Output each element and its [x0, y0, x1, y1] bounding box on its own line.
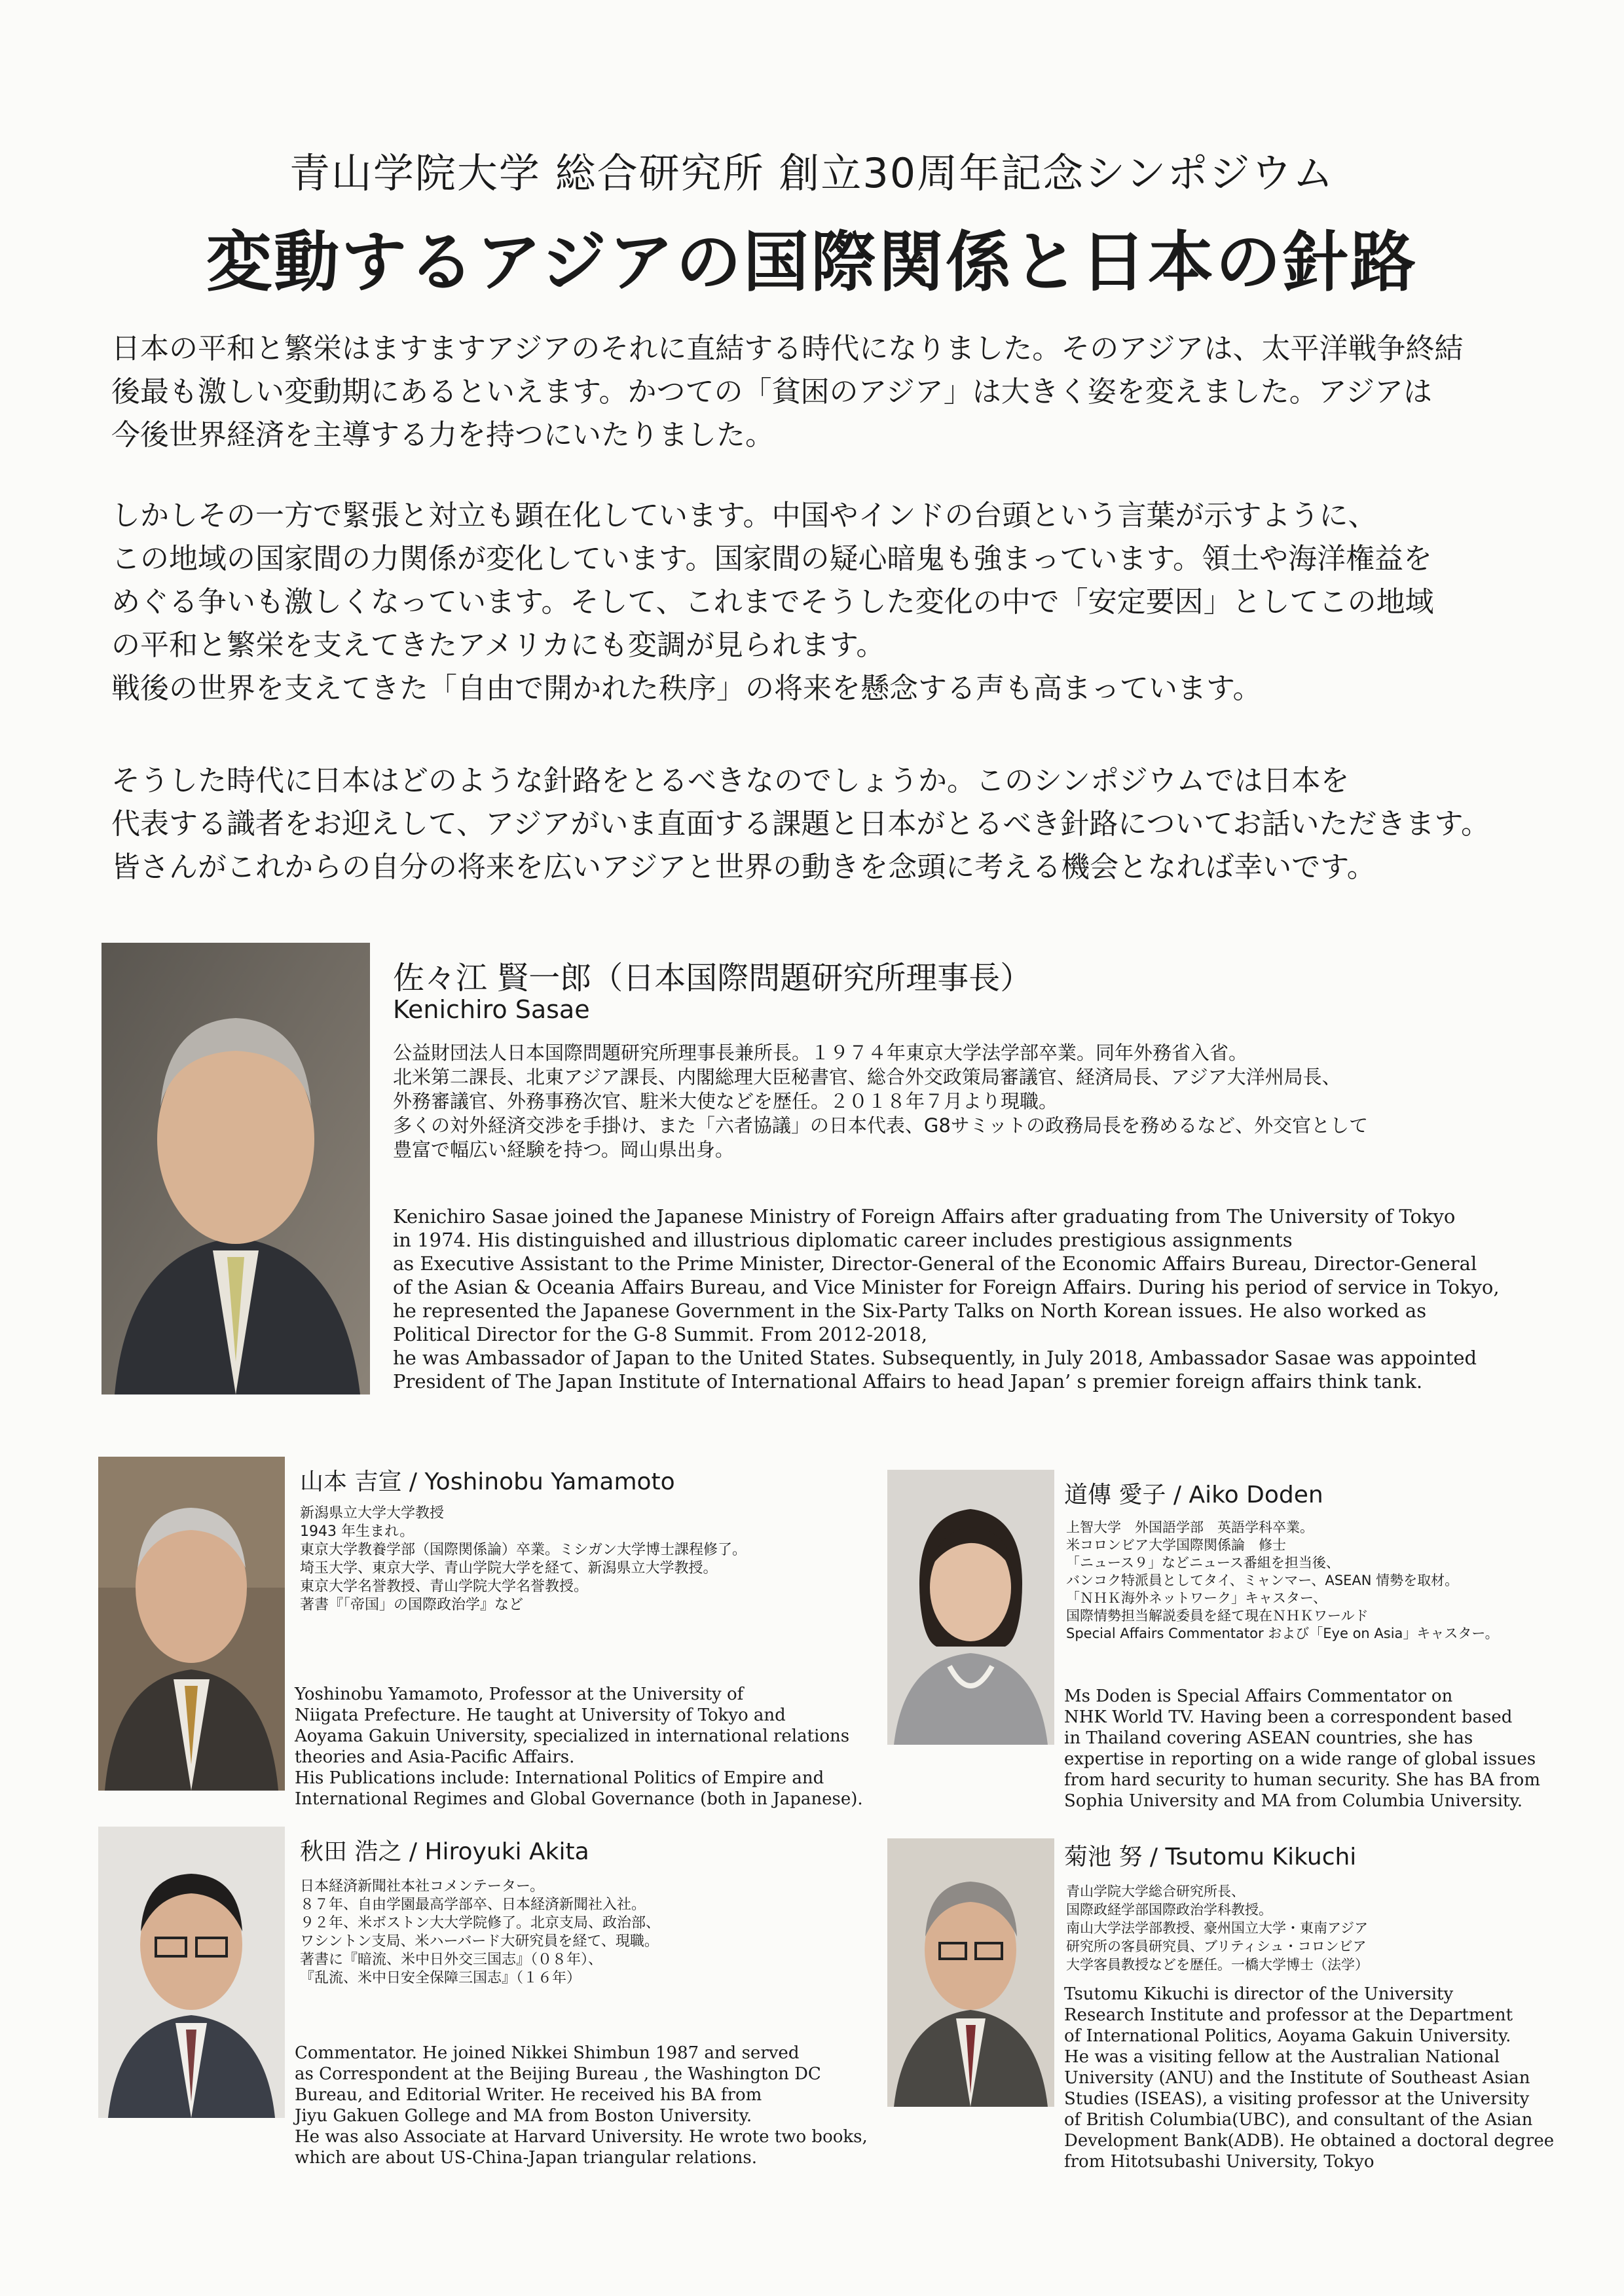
text-line: 豊富で幅広い経験を持つ。岡山県出身。 [393, 1139, 734, 1161]
speaker-bio-jp [1066, 1519, 1499, 1643]
speaker-bio-jp [1066, 1882, 1369, 1974]
text-line: Niigata Prefecture. He taught at University of Tokyo and [295, 1705, 786, 1725]
intro-paragraph-2 [111, 494, 1539, 710]
text-line: この地域の国家間の力関係が変化しています。国家間の疑心暗鬼も強まっています。領土や海洋権益を [111, 542, 1432, 575]
speaker-name: 秋田 浩之 / Hiroyuki Akita [300, 1838, 589, 1865]
text-line: Yoshinobu Yamamoto, Professor at the University of [295, 1685, 744, 1704]
text-line: 「ニュース９」などニュース番組を担当後、 [1066, 1555, 1340, 1571]
speaker-photo-yamamoto [98, 1457, 285, 1791]
text-line: ワシントン支局、米ハーバード大研究員を経て、現職。 [300, 1933, 659, 1950]
text-line: Jiyu Gakuen Gollege and MA from Boston University. [295, 2106, 752, 2126]
speaker-photo-kikuchi [887, 1838, 1054, 2107]
text-line: 研究所の客員研究員、ブリティシュ・コロンビア [1066, 1939, 1367, 1954]
text-line: NHK World TV. Having been a correspondent based [1064, 1707, 1513, 1727]
speaker-bio-en [1064, 1686, 1540, 1812]
text-line: 東京大学教養学部（国際関係論）卒業。ミシガン大学博士課程修了。 [300, 1542, 747, 1558]
portrait-image [98, 1827, 285, 2118]
speaker-bio-en [1064, 1984, 1554, 2172]
speaker-name-en: Kenichiro Sasae [393, 995, 590, 1024]
text-line: Kenichiro Sasae joined the Japanese Ministry of Foreign Affairs after graduating from The University of Tokyo [393, 1205, 1456, 1228]
text-line: ９２年、米ボストン大大学院修了。北京支局、政治部、 [300, 1915, 661, 1931]
text-line: しかしその一方で緊張と対立も顕在化しています。中国やインドの台頭という言葉が示すように、 [111, 499, 1377, 532]
text-line: he represented the Japanese Government in the Six-Party Talks on North Korean issues. He also worked as [393, 1300, 1427, 1322]
text-line: Political Director for the G-8 Summit. From 2012-2018, [393, 1323, 928, 1345]
text-line: in Thailand covering ASEAN countries, she has [1064, 1728, 1473, 1748]
text-line: Research Institute and professor at the Department [1064, 2005, 1513, 2025]
intro-paragraph-1 [111, 327, 1539, 457]
portrait-image [98, 1457, 285, 1791]
speaker-photo-akita [98, 1827, 285, 2118]
text-line: 多くの対外経済交渉を手掛け、また「六者協議」の日本代表、G8サミットの政務局長を務めるなど、外交官として [393, 1114, 1369, 1137]
text-line: Sophia University and MA from Columbia University. [1064, 1791, 1522, 1811]
text-line: そうした時代に日本はどのような針路をとるべきなのでしょうか。このシンポジウムでは日本を [111, 764, 1350, 797]
portrait-image [887, 1470, 1054, 1745]
text-line: 南山大学法学部教授、豪州国立大学・東南アジア [1066, 1920, 1369, 1936]
text-line: Special Affairs Commentator および「Eye on Asia」キャスター。 [1066, 1626, 1499, 1641]
text-line: 北米第二課長、北東アジア課長、内閣総理大臣秘書官、総合外交政策局審議官、経済局長、アジア大洋州局長、 [393, 1066, 1341, 1088]
speaker-name: 菊池 努 / Tsutomu Kikuchi [1064, 1844, 1357, 1870]
text-line: 外務審議官、外務事務次官、駐米大使などを歴任。２０１８年７月より現職。 [393, 1090, 1058, 1112]
symposium-subtitle: 青山学院大学 総合研究所 創立30周年記念シンポジウム [289, 149, 1335, 197]
text-line: 新潟県立大学大学教授 [300, 1505, 445, 1522]
text-line: he was Ambassador of Japan to the United States. Subsequently, in July 2018, Ambassador Sasae was appointed [393, 1347, 1477, 1369]
text-line: of International Politics, Aoyama Gakuin University. [1064, 2026, 1511, 2046]
text-line: 今後世界経済を主導する力を持つにいたりました。 [111, 418, 774, 452]
text-line: 米コロンビア大学国際関係論 修士 [1066, 1537, 1286, 1553]
text-line: He was a visiting fellow at the Australian National [1064, 2047, 1500, 2067]
text-line: University (ANU) and the Institute of Southeast Asian [1064, 2068, 1530, 2088]
text-line: from Hitotsubashi University, Tokyo [1064, 2152, 1375, 2172]
text-line: of British Columbia(UBC), and consultant of the Asian [1064, 2110, 1533, 2130]
text-line: Ms Doden is Special Affairs Commentator on [1064, 1686, 1453, 1706]
text-line: 戦後の世界を支えてきた「自由で開かれた秩序」の将来を懸念する声も高まっています。 [111, 672, 1262, 705]
text-line: Development Bank(ADB). He obtained a doctoral degree [1064, 2131, 1555, 2151]
text-line: 著書『「帝国」の国際政治学』など [300, 1597, 524, 1613]
speaker-bio-en [295, 1684, 863, 1810]
speaker-photo-sasae [101, 943, 370, 1394]
text-line: 国際政経学部国際政治学科教授。 [1066, 1902, 1272, 1918]
text-line: 大学客員教授などを歴任。一橋大学博士（法学） [1066, 1957, 1369, 1973]
text-line: 埼玉大学、東京大学、青山学院大学を経て、新潟県立大学教授。 [300, 1560, 718, 1576]
text-line: Commentator. He joined Nikkei Shimbun 1987 and served [295, 2043, 800, 2063]
speaker-bio-en [393, 1205, 1500, 1393]
text-line: 上智大学 外国語学部 英語学科卒業。 [1066, 1520, 1314, 1535]
text-line: President of The Japan Institute of International Affairs to head Japan’ s premier foreign affairs think tank. [393, 1370, 1423, 1393]
text-line: 東京大学名誉教授、青山学院大学名誉教授。 [300, 1578, 589, 1595]
text-line: バンコク特派員としてタイ、ミャンマー、ASEAN 情勢を取材。 [1066, 1573, 1459, 1588]
text-line: 公益財団法人日本国際問題研究所理事長兼所長。１９７４年東京大学法学部卒業。同年外務省入省。 [393, 1042, 1248, 1064]
speaker-name-jp: 佐々江 賢一郎（日本国際問題研究所理事長） [393, 960, 1032, 996]
text-line: International Regimes and Global Governance (both in Japanese). [295, 1789, 863, 1809]
text-line: 皆さんがこれからの自分の将来を広いアジアと世界の動きを念頭に考える機会となれば幸いです。 [111, 850, 1376, 884]
text-line: from hard security to human security. She has BA from [1064, 1770, 1540, 1790]
text-line: Aoyama Gakuin University, specialized in international relations [295, 1726, 850, 1746]
intro-paragraph-3 [111, 759, 1539, 889]
text-line: of the Asian & Oceania Affairs Bureau, and Vice Minister for Foreign Affairs. During his period of service in Tokyo, [393, 1276, 1500, 1298]
text-line: Bureau, and Editorial Writer. He received his BA from [295, 2085, 762, 2105]
text-line: theories and Asia-Pacific Affairs. [295, 1747, 575, 1767]
text-line: 青山学院大学総合研究所長、 [1066, 1884, 1245, 1899]
text-line: 国際情勢担当解説委員を経て現在ＮＨＫワールド [1066, 1608, 1369, 1624]
text-line: Tsutomu Kikuchi is director of the University [1064, 1984, 1454, 2004]
speaker-bio-en [295, 2043, 868, 2168]
speaker-bio-jp [300, 1878, 660, 1988]
text-line: 代表する識者をお迎えして、アジアがいま直面する課題と日本がとるべき針路についてお話いただきます。 [111, 807, 1490, 841]
text-line: ８７年、自由学園最高学部卒、日本経済新聞社入社。 [300, 1897, 646, 1913]
text-line: 『乱流、米中日安全保障三国志』（１６年） [300, 1970, 581, 1986]
portrait-image [887, 1838, 1054, 2107]
text-line: expertise in reporting on a wide range of global issues [1064, 1749, 1536, 1769]
text-line: めぐる争いも激しくなっています。そして、これまでそうした変化の中で「安定要因」としてこの地域 [111, 585, 1434, 619]
text-line: 「ＮＨＫ海外ネットワーク」キャスター、 [1066, 1590, 1327, 1606]
text-line: as Correspondent at the Beijing Bureau , the Washington DC [295, 2064, 821, 2084]
text-line: as Executive Assistant to the Prime Minister, Director-General of the Economic Affairs Bureau, Director-General [393, 1252, 1477, 1275]
speaker-bio-jp [393, 1041, 1368, 1162]
text-line: in 1974. His distinguished and illustrious diplomatic career includes prestigious assignments [393, 1229, 1293, 1251]
text-line: He was also Associate at Harvard University. He wrote two books, [295, 2127, 868, 2147]
symposium-title: 変動するアジアの国際関係と日本の針路 [206, 224, 1418, 301]
portrait-image [101, 943, 370, 1394]
speaker-photo-doden [887, 1470, 1054, 1745]
speaker-name: 山本 吉宣 / Yoshinobu Yamamoto [300, 1468, 675, 1495]
text-line: の平和と繁栄を支えてきたアメリカにも変調が見られます。 [111, 629, 885, 662]
text-line: 後最も激しい変動期にあるといえます。かつての「貧困のアジア」は大きく姿を変えました。アジアは [111, 375, 1432, 409]
text-line: Studies (ISEAS), a visiting professor at the University [1064, 2089, 1530, 2109]
text-line: 日本経済新聞社本社コメンテーター。 [300, 1878, 545, 1895]
text-line: 1943 年生まれ。 [300, 1523, 415, 1540]
text-line: 日本の平和と繁栄はますますアジアのそれに直結する時代になりました。そのアジアは、太平洋戦争終結 [111, 332, 1464, 365]
speaker-bio-jp [300, 1504, 747, 1614]
text-line: 著書に『暗流、米中日外交三国志』（０８年）、 [300, 1952, 603, 1968]
speaker-name: 道傳 愛子 / Aiko Doden [1064, 1482, 1323, 1508]
text-line: which are about US-China-Japan triangular relations. [295, 2148, 757, 2168]
text-line: His Publications include: International Politics of Empire and [295, 1768, 824, 1788]
